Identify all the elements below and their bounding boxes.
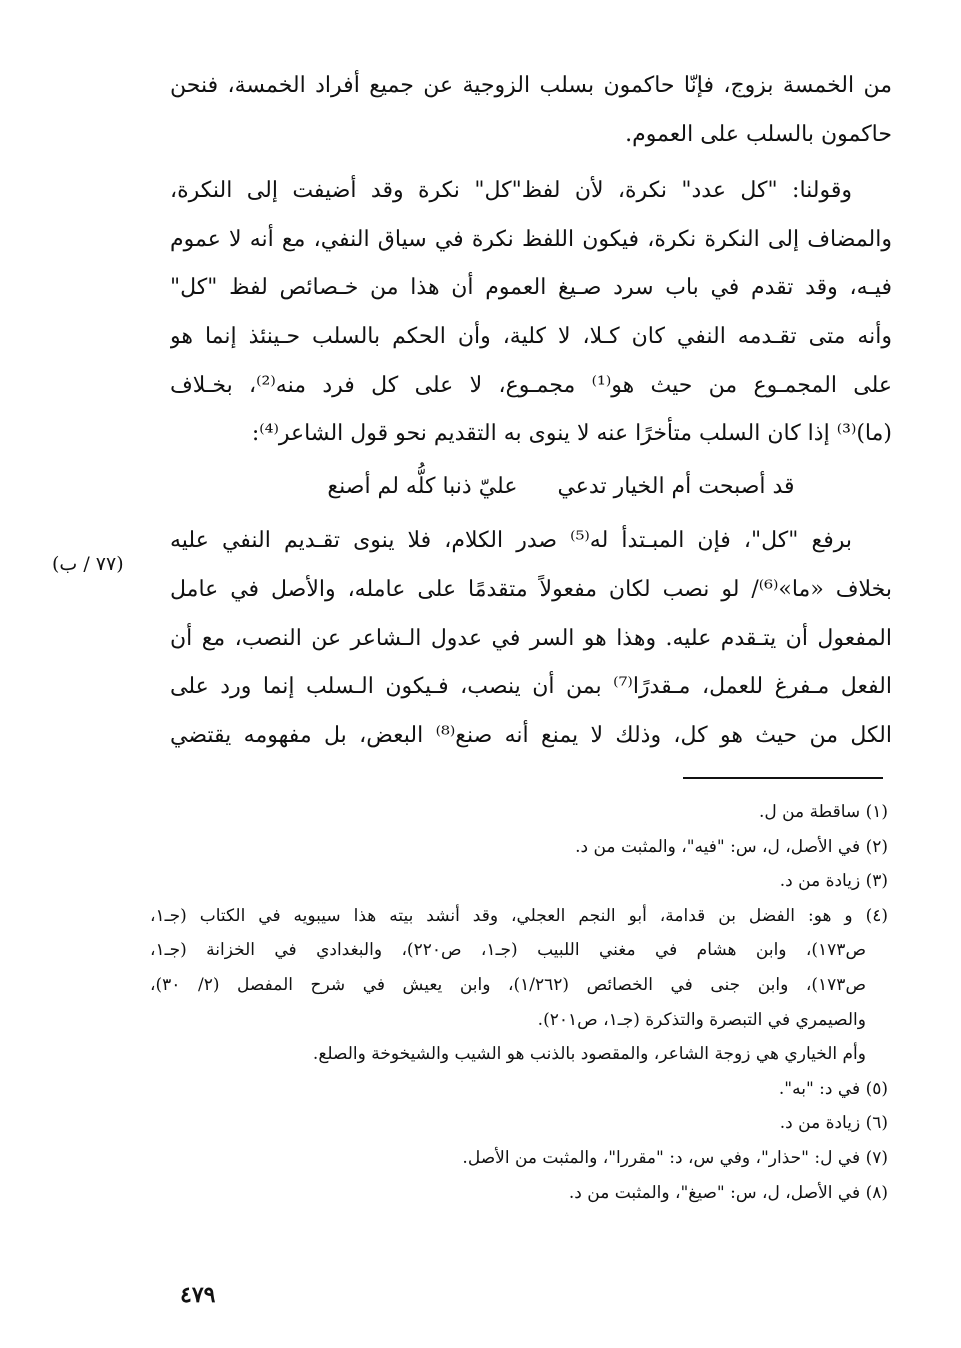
footnote-8 (150, 1176, 888, 1211)
footnote-line: (٥) في د: "به". (778, 1078, 888, 1099)
text-line: برفع "كل"، فإن المبـتدأ له⁽⁵⁾ صدر الكلام، فلا ينوى تقـديم النفي عليه (170, 528, 852, 554)
footnote-line: (٢) في الأصل، ل، س: "فيه"، والمثبت من د. (575, 836, 888, 857)
text-line: على المجمـوع من حيث هو⁽¹⁾ مجمـوع، لا على كل فرد منه⁽²⁾، بخـلاف (170, 372, 892, 398)
footnotes-block (150, 795, 888, 1210)
text-line: فيـه، وقد تقدم في باب سرد صـيغ العموم أن هذا من خـصائص لفظ "كل" (170, 275, 892, 301)
text-line: من الخمسة بزوج، فإنّا حاكمون بسلب الزوجية عن جميع أفراد الخمسة، فنحن (170, 73, 892, 98)
page-number: ٤٧٩ (180, 1282, 216, 1308)
main-text-block (170, 62, 892, 760)
manuscript-folio-marker: (٧٧ / ب) (52, 553, 124, 575)
footnote-4-continuation (150, 1037, 888, 1072)
footnote-3 (150, 864, 888, 899)
footnote-line: ص١٧٣)، وابن جنى في الخصائص (١/٢٦٢)، وابن يعيش في شرح المفصل (٢/ ٣٠)، (150, 974, 866, 995)
footnote-line: (٦) زيادة من د. (779, 1113, 888, 1134)
text-line: الكل من حيث هو كل، وذلك لا يمنع أنه صنع⁽⁸⁾ البعض، بل مفهومه يقتضي (170, 722, 892, 748)
text-line: (ما)⁽³⁾ إذا كان السلب متأخرًا عنه لا ينوى به التقديم نحو قول الشاعر⁽⁴⁾: (251, 421, 892, 447)
text-line: بخلاف «ما»⁽⁶⁾/ لو نصب لكان مفعولاً متقدمًا على عامله، والأصل في عامل (170, 576, 892, 602)
footnote-line: والصيمري في التبصرة والتذكرة (جـ١، ص٢٠١). (537, 1009, 866, 1030)
poetry-verse (170, 463, 892, 512)
footnote-5 (150, 1072, 888, 1107)
footnote-line: (٣) زيادة من د. (779, 871, 888, 892)
text-line: وقولنا: "كل عدد" نكرة، لأن لفظ"كل" نكرة وقد أضيفت إلى النكرة، (170, 178, 852, 204)
footnote-line: (٤) و هو: الفضل بن قدامة، أبو النجم العجلي، وقد أنشد بيته هذا سيبويه في الكتاب (جـ١، (150, 905, 888, 926)
footnote-1 (150, 795, 888, 830)
footnote-line: (١) ساقطة من ل. (758, 802, 888, 822)
text-line: حاكمون بالسلب على العموم. (625, 121, 892, 147)
footnote-line: (٨) في الأصل، ل، س: "صيغ"، والمثبت من د. (568, 1182, 888, 1203)
text-line: والمضاف إلى النكرة نكرة، فيكون اللفظ نكرة في سياق النفي، مع أنه لا عموم (170, 226, 892, 252)
footnote-line: (٧) في ل: "حذار"، وفي س، د: "مقررا"، والمثبت من الأصل. (462, 1147, 888, 1168)
text-line: المفعول أن يتـقدم عليه. وهذا هو السر في عدول الـشاعر عن النصب، مع أن (170, 625, 892, 651)
footnote-line: ص١٧٣)، وابن هشام في مغني اللبيب (جـ١، ص٢٢٠)، والبغدادي في الخزانة (جـ١، (150, 940, 866, 961)
footnote-6 (150, 1106, 888, 1141)
footnote-divider (683, 777, 883, 779)
paragraph-1 (170, 62, 892, 159)
paragraph-2 (170, 167, 892, 459)
text-line: وأنه متى تقـدمه النفي كان كـلا، لا كلية، وأن الحكم بالسلب حـينئذ إنما هو (170, 323, 892, 349)
paragraph-3 (170, 517, 892, 760)
verse-first-hemistich: قد أصبحت أم الخيار تدعي (557, 473, 795, 499)
footnote-line: وأم الخياري هي زوجة الشاعر، والمقصود بالذنب هو الشيب والشيخوخة والصلع. (312, 1044, 866, 1065)
text-line: الفعل مـفرغ للعمل، مـقدرًا⁽⁷⁾ بمن أن ينصب، فـيكون الـسلب إنما ورد على (170, 674, 892, 700)
footnote-7 (150, 1141, 888, 1176)
footnote-2 (150, 830, 888, 865)
verse-second-hemistich: عليّ ذنبا كلُّه لم أصنع (327, 473, 518, 499)
footnote-4 (150, 899, 888, 1037)
